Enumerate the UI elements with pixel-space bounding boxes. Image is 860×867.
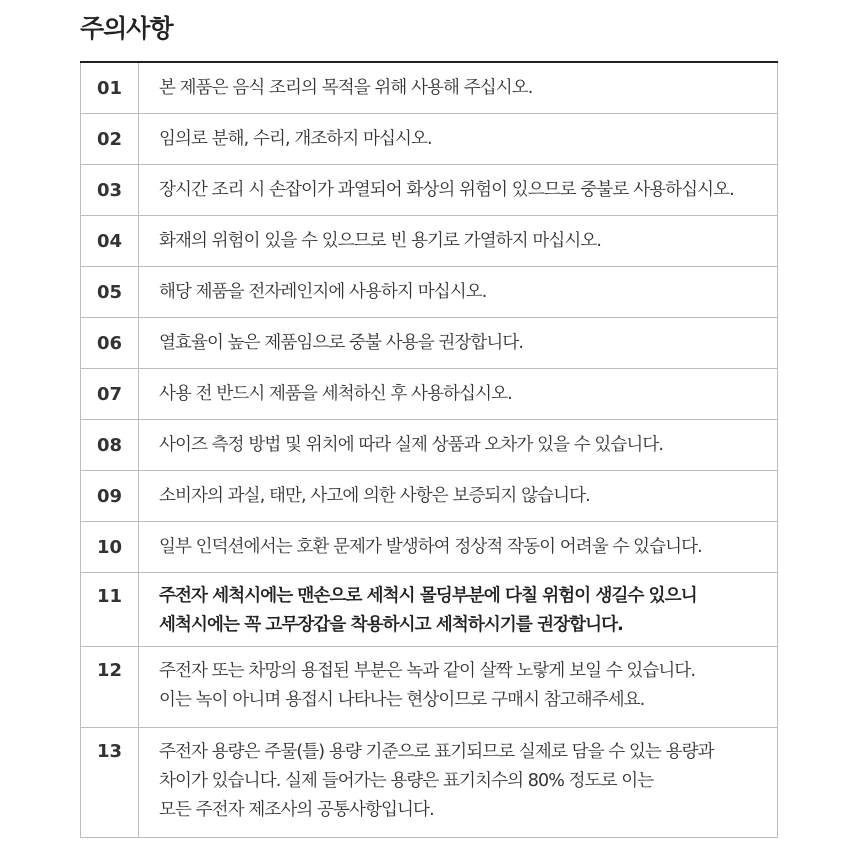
item-text <box>139 267 778 318</box>
table-row <box>81 318 778 369</box>
item-text <box>139 573 778 647</box>
item-text <box>139 728 778 838</box>
item-text-line: 일부 인덕션에서는 호환 문제가 발생하여 정상적 작동이 어려울 수 있습니다. <box>159 536 702 557</box>
table-row <box>81 267 778 318</box>
table-row <box>81 573 778 647</box>
table-row <box>81 420 778 471</box>
item-text-line: 주전자 세척시에는 맨손으로 세척시 몰딩부분에 다칠 위험이 생길수 있으니 <box>159 586 697 606</box>
item-text <box>139 216 778 267</box>
item-text-line: 세척시에는 꼭 고무장갑을 착용하시고 세척하시기를 권장합니다. <box>159 615 623 635</box>
table-row <box>81 114 778 165</box>
notice-table <box>80 61 778 838</box>
item-number: 05 <box>81 267 139 318</box>
table-row <box>81 471 778 522</box>
item-text <box>139 522 778 573</box>
item-text-line: 이는 녹이 아니며 용접시 나타나는 현상이므로 구매시 참고해주세요. <box>159 690 645 710</box>
item-text-line: 차이가 있습니다. 실제 들어가는 용량은 표기치수의 80% 정도로 이는 <box>159 771 654 791</box>
item-text-line: 주전자 용량은 주물(틀) 용량 기준으로 표기되므로 실제로 담을 수 있는 용량과 <box>159 742 714 762</box>
item-number: 09 <box>81 471 139 522</box>
item-text <box>139 369 778 420</box>
table-row <box>81 647 778 728</box>
item-number: 02 <box>81 114 139 165</box>
table-row <box>81 369 778 420</box>
item-text-line: 본 제품은 음식 조리의 목적을 위해 사용해 주십시오. <box>159 77 533 98</box>
item-text <box>139 420 778 471</box>
item-text-line: 주전자 또는 차망의 용접된 부분은 녹과 같이 살짝 노랗게 보일 수 있습니다. <box>159 661 696 681</box>
item-text-line: 해당 제품을 전자레인지에 사용하지 마십시오. <box>159 281 487 302</box>
item-number: 07 <box>81 369 139 420</box>
item-text <box>139 471 778 522</box>
page-title: 주의사항 <box>80 14 173 43</box>
item-number: 06 <box>81 318 139 369</box>
item-text-line: 열효율이 높은 제품임으로 중불 사용을 권장합니다. <box>159 332 524 353</box>
item-text-line: 화재의 위험이 있을 수 있으므로 빈 용기로 가열하지 마십시오. <box>159 230 602 251</box>
item-text <box>139 318 778 369</box>
item-text <box>139 647 778 728</box>
item-text-line: 소비자의 과실, 태만, 사고에 의한 사항은 보증되지 않습니다. <box>159 485 590 506</box>
item-text-line: 장시간 조리 시 손잡이가 과열되어 화상의 위험이 있으므로 중불로 사용하십시오. <box>159 179 734 200</box>
table-row <box>81 165 778 216</box>
item-text <box>139 62 778 114</box>
item-number: 04 <box>81 216 139 267</box>
table-row <box>81 216 778 267</box>
item-number: 01 <box>81 62 139 114</box>
item-text-line: 임의로 분해, 수리, 개조하지 마십시오. <box>159 128 432 149</box>
item-text <box>139 165 778 216</box>
table-row <box>81 62 778 114</box>
table-row <box>81 522 778 573</box>
item-number: 12 <box>81 647 139 728</box>
table-row <box>81 728 778 838</box>
item-number: 03 <box>81 165 139 216</box>
item-number: 11 <box>81 573 139 647</box>
item-number: 10 <box>81 522 139 573</box>
item-text <box>139 114 778 165</box>
item-text-line: 사이즈 측정 방법 및 위치에 따라 실제 상품과 오차가 있을 수 있습니다. <box>159 434 664 455</box>
item-number: 13 <box>81 728 139 838</box>
item-text-line: 모든 주전자 제조사의 공통사항입니다. <box>159 800 434 820</box>
item-text-line: 사용 전 반드시 제품을 세척하신 후 사용하십시오. <box>159 383 512 404</box>
item-number: 08 <box>81 420 139 471</box>
